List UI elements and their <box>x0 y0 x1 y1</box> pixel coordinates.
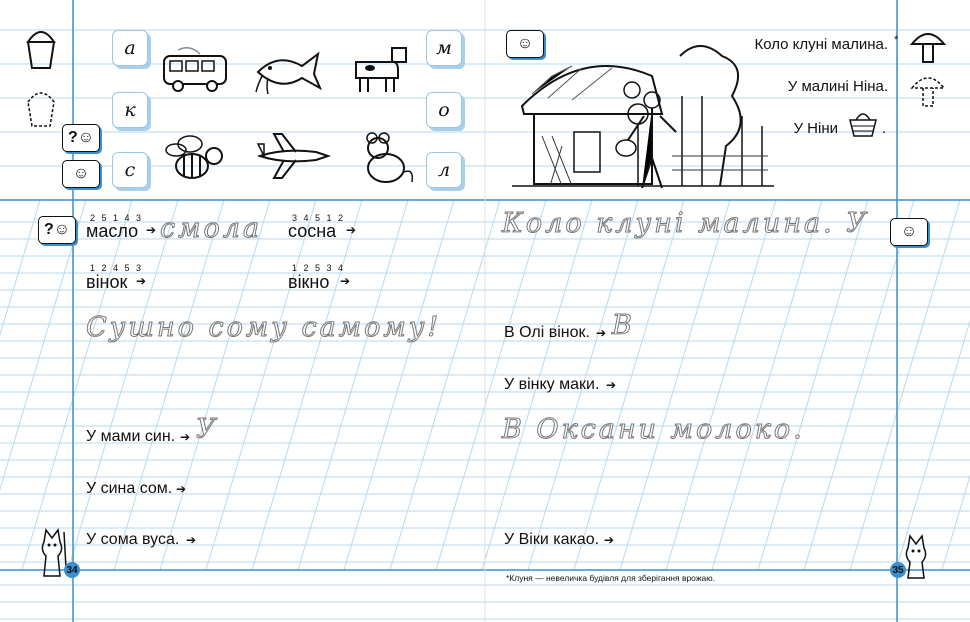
cursive-u: У <box>196 414 219 445</box>
footnote: *Клуня — невеличка будівля для зберігання врожаю. <box>506 573 715 583</box>
boy-book-icon: ☺ <box>506 30 544 58</box>
bee-icon <box>162 126 234 190</box>
question-icon <box>62 124 100 152</box>
digits-vinok: 1 2 4 5 3 <box>90 263 144 273</box>
bus-icon <box>160 44 232 96</box>
question-mark: ? <box>43 221 54 238</box>
reading-line-period: . <box>882 120 887 137</box>
sentence-vinku-maky: У вінку маки. <box>504 376 600 393</box>
fish-icon <box>252 44 324 96</box>
arrow-icon: ➔ <box>180 430 191 444</box>
page-number-right: 35 <box>890 562 906 578</box>
acorn-icon <box>24 24 58 72</box>
boy-icon: ☺ <box>53 221 71 238</box>
cursive-v: В <box>612 310 635 341</box>
word-vinok: вінок <box>86 272 128 292</box>
letter-box-o: о <box>426 92 462 128</box>
question-mark: ? <box>67 129 78 146</box>
sentence-syna-som: У сина сом. <box>86 480 173 497</box>
footnote-asterisk: * <box>894 34 899 46</box>
arrow-icon: ➔ <box>176 482 187 496</box>
plane-icon <box>254 128 334 184</box>
question-icon-lower <box>38 216 76 244</box>
acorn-dotted-icon <box>24 84 58 132</box>
word-vikno: вікно <box>288 272 330 292</box>
page-number-left: 34 <box>64 562 80 578</box>
cursive-oksany-moloko: В Оксани молоко. <box>502 414 805 445</box>
word-sosna: сосна <box>288 221 337 241</box>
sentence-soma-vusa: У сома вуса. <box>86 531 180 548</box>
word-maslo: масло <box>86 221 139 241</box>
sentence-oli-vinok: В Олі вінок. <box>504 324 590 341</box>
letter-box-l: л <box>426 152 462 188</box>
arrow-icon: ➔ <box>136 274 147 288</box>
arrow-icon: ➔ <box>340 274 351 288</box>
boy-reading-icon-right: ☺ <box>890 218 928 246</box>
reading-line-3: У Ніни <box>793 120 838 137</box>
mouse-icon <box>354 128 416 188</box>
cursive-smola: смола <box>160 213 263 244</box>
letter-box-k: к <box>112 92 148 128</box>
arrow-icon: ➔ <box>186 533 197 547</box>
cow-icon <box>346 40 412 96</box>
arrow-icon: ➔ <box>606 378 617 392</box>
arrow-icon: ➔ <box>596 326 607 340</box>
reading-line-1: Коло клуні малина. <box>754 36 888 53</box>
reading-line-2: У малині Ніна. <box>787 78 888 95</box>
cursive-phrase: Сушно сому самому! <box>86 312 442 343</box>
arrow-icon: ➔ <box>346 223 357 237</box>
boy-icon: ☺ <box>77 129 95 146</box>
digits-sosna: 3 4 5 1 2 <box>292 213 346 223</box>
mushroom-icon <box>908 26 948 66</box>
cursive-kolo-kluni: Коло клуні малина. У <box>502 208 869 239</box>
cat-icon-right <box>900 534 936 580</box>
digits-vikno: 1 2 5 3 4 <box>292 263 346 273</box>
boy-reading-icon: ☺ <box>62 160 100 188</box>
arrow-icon: ➔ <box>146 223 157 237</box>
basket-icon <box>846 108 880 138</box>
house-garden-illustration <box>512 36 774 194</box>
digits-maslo: 2 5 1 4 3 <box>90 213 144 223</box>
letter-box-s: с <box>112 152 148 188</box>
letter-box-a: а <box>112 30 148 66</box>
sentence-viky-kakao: У Віки какао. <box>504 531 600 548</box>
letter-box-m: м <box>426 30 462 66</box>
mushroom-dotted-icon <box>908 70 948 110</box>
arrow-icon: ➔ <box>604 533 615 547</box>
sentence-mamy-syn: У мами син. <box>86 428 176 445</box>
